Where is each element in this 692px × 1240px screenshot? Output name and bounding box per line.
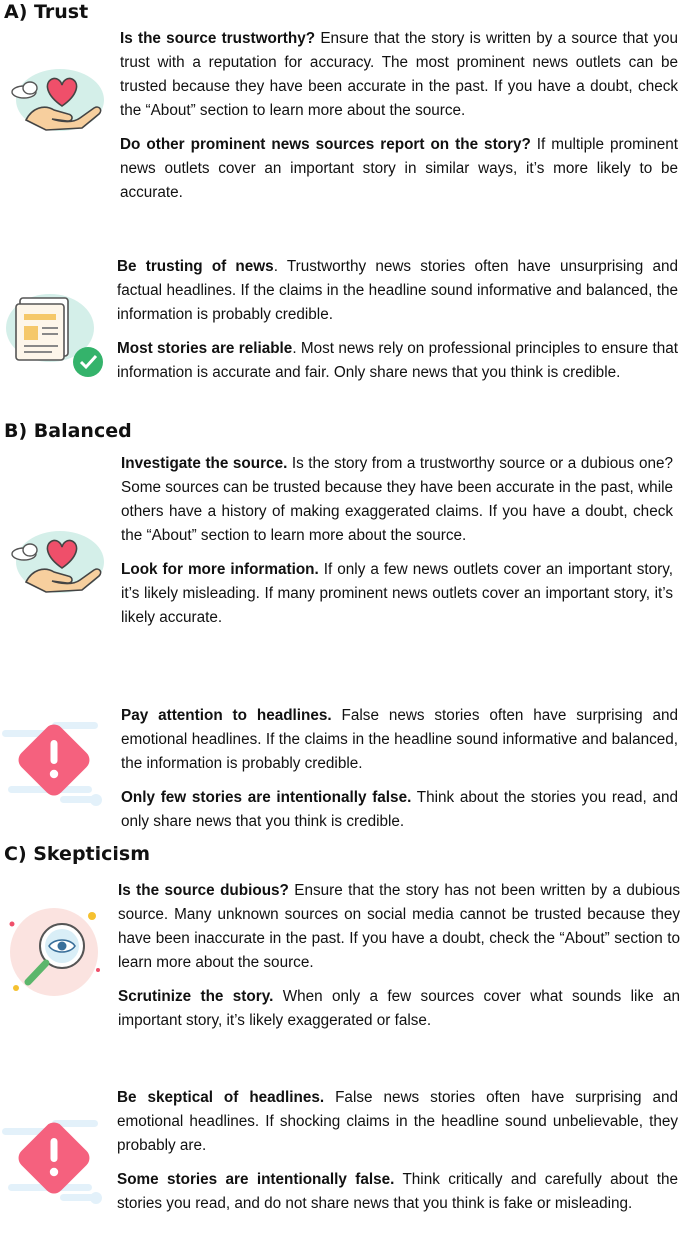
section-heading-balanced: B) Balanced [4, 420, 132, 442]
trust-text-block-2 [117, 255, 678, 385]
verified-newspaper-icon [2, 288, 106, 380]
heart-in-hand-icon [2, 524, 108, 594]
balanced-text-block-1 [121, 452, 673, 630]
section-heading-skepticism: C) Skepticism [4, 843, 151, 865]
paragraph: Only few stories are intentionally false. Think about the stories you read, and only share news that you think is credible. [121, 789, 678, 830]
paragraph: Most stories are reliable. Most news rely on professional principles to ensure that information is accurate and fair. Only share news that you think is credible. [117, 340, 678, 381]
heart-in-hand-icon [2, 62, 108, 132]
skepticism-text-block-1 [118, 879, 680, 1033]
trust-text-block-1 [120, 27, 678, 205]
paragraph: Scrutinize the story. When only a few sources cover what sounds like an important story, it’s likely exaggerated or false. [118, 988, 680, 1029]
skepticism-text-block-2 [117, 1086, 678, 1216]
paragraph: Some stories are intentionally false. Think critically and carefully about the stories you read, and do not share news that you think is fake or misleading. [117, 1171, 678, 1212]
section-heading-trust: A) Trust [4, 1, 89, 23]
paragraph: Is the source trustworthy? Ensure that the story is written by a source that you trust with a reputation for accuracy. The most prominent news outlets can be trusted because they have been accurate in the past. If you have a doubt, check the “About” section to learn more about the source. [120, 30, 678, 119]
paragraph: Investigate the source. Is the story from a trustworthy source or a dubious one? Some sources can be trusted because they have been accurate in the past, while others have a history of making exaggerated claims. If you have a doubt, check the “About” section to learn more about the source. [121, 455, 673, 544]
magnifier-eye-icon [2, 906, 106, 1002]
balanced-text-block-2 [121, 704, 678, 834]
paragraph: Look for more information. If only a few news outlets cover an important story, it’s likely misleading. If many prominent news outlets cover an important story, it’s likely accurate. [121, 561, 673, 626]
warning-diamond-icon [2, 712, 106, 812]
paragraph: Be trusting of news. Trustworthy news stories often have unsurprising and factual headlines. If the claims in the headline sound informative and balanced, the information is probably credible. [117, 258, 679, 323]
paragraph: Be skeptical of headlines. False news stories often have surprising and emotional headlines. If shocking claims in the headline sound unbelievable, they probably are. [117, 1089, 678, 1154]
paragraph: Pay attention to headlines. False news stories often have surprising and emotional headlines. If the claims in the headline sound informative and balanced, the information is probably credible. [121, 707, 678, 772]
paragraph: Is the source dubious? Ensure that the story has not been written by a dubious source. Many unknown sources on social media cannot be trusted because they have been inaccurate in the past. If you have a doubt, check the “About” section to learn more about the source. [118, 882, 681, 971]
paragraph: Do other prominent news sources report on the story? If multiple prominent news outlets cover an important story in similar ways, it’s more likely to be accurate. [120, 136, 679, 201]
warning-diamond-icon [2, 1110, 106, 1210]
